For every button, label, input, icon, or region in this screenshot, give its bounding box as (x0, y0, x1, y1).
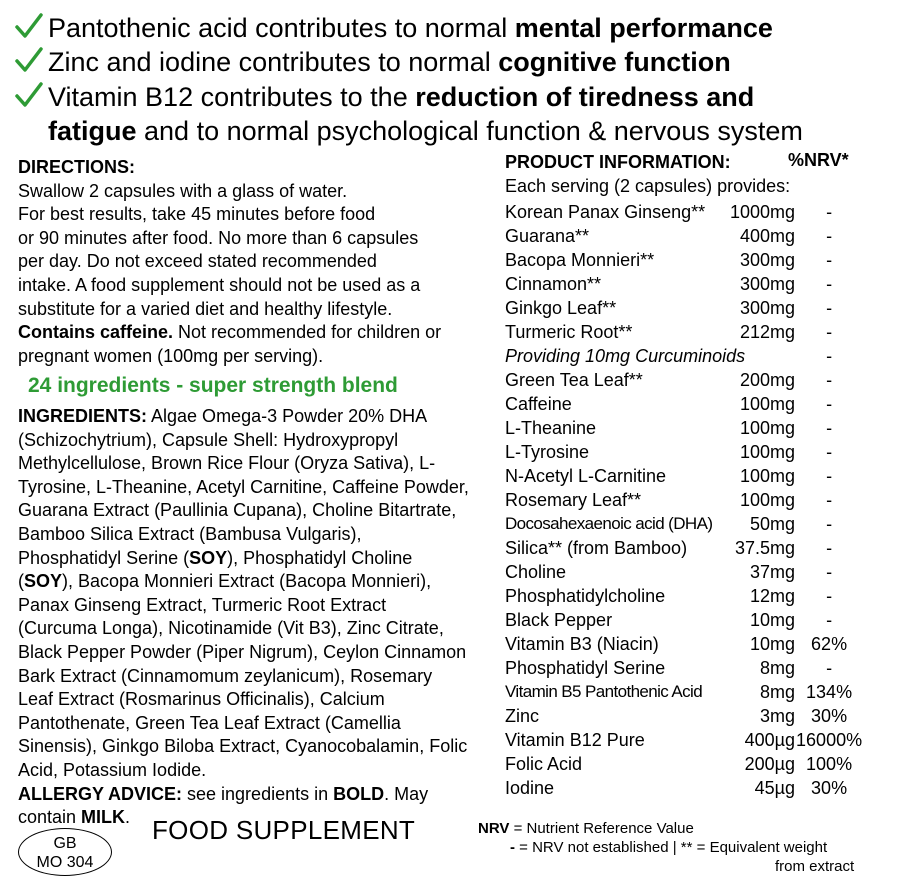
nutrient-nrv: - (826, 417, 833, 438)
nutrient-nrv: - (826, 201, 833, 222)
nutrition-row (505, 368, 863, 392)
nutrient-amount: 45µg (754, 777, 796, 798)
nutrient-amount: 3mg (760, 705, 796, 726)
nutrient-name: Bacopa Monnieri** (505, 249, 655, 270)
nutrient-name: Zinc (505, 705, 540, 726)
nutrient-nrv: - (826, 465, 833, 486)
nutrient-nrv: - (826, 321, 833, 342)
product-info-heading: PRODUCT INFORMATION: (505, 152, 731, 172)
nutrition-table (505, 200, 863, 800)
nutrient-nrv: 16000% (796, 729, 863, 750)
directions-line: Swallow 2 capsules with a glass of water. (18, 180, 348, 201)
product-information (505, 152, 885, 800)
serving-info: Each serving (2 capsules) provides: (505, 176, 791, 196)
footnote-dash: - = NRV not established | ** = Equivalent weight (510, 839, 828, 856)
nutrient-amount: 100mg (740, 489, 796, 510)
nutrient-amount: 300mg (740, 249, 796, 270)
nutrition-row (505, 536, 863, 560)
nutrition-row (505, 464, 863, 488)
nutrition-row (505, 392, 863, 416)
nutrient-name: Phosphatidyl Serine (505, 657, 666, 678)
nutrient-nrv: - (826, 345, 833, 366)
claim-mental-performance: Pantothenic acid contributes to normal mental performance (14, 13, 773, 44)
nutrient-name: Cinnamon** (505, 273, 602, 294)
nutrient-name: Iodine (505, 777, 555, 798)
nutrient-name: Korean Panax Ginseng** (505, 201, 706, 222)
nutrient-nrv: - (826, 537, 833, 558)
allergy-advice: ALLERGY ADVICE: see ingredients in BOLD. May (18, 783, 429, 804)
nutrient-nrv: - (826, 297, 833, 318)
nutrient-nrv: - (826, 249, 833, 270)
nutrient-amount: 37mg (750, 561, 796, 582)
nutrition-row (505, 656, 863, 680)
nutrient-amount: 8mg (760, 681, 796, 702)
ingredients-section: INGREDIENTS: Algae Omega-3 Powder 20% DHA (Schizochytrium), Capsule Shell: Hydroxypropyl Methylcellulose, Brown Rice Flour (Oryza Sativa), L- Tyrosine, L-Theanine, Acetyl Carnitine, Caffeine Powder, Guarana Extract (Paullinia Cupana), Choline Bitartrate, Bamboo Silica Extract (Bambusa Vulgaris), Phosphatidyl Serine (SOY), Phosphatidyl Choline (SOY), Bacopa Monnieri Extract (Bacopa Monnieri), Panax Ginseng Extract, Turmeric Root Extract (Curcuma Longa), Nicotinamide (Vit B3), Zinc Citrate, Black Pepper Powder (Piper Nigrum), Ceylon Cinnamon Bark Extract (Cinnamomum zeylanicum), Rosemary Leaf Extract (Rosmarinus Officinalis), Calcium Pantothenate, Green Tea Leaf Extract (Camellia Sinensis), Ginkgo Biloba Extract, Cyanocobalamin, Folic Acid, Potassium Iodide. ALLERGY ADVICE: see ingredients in BOLD. May contain MILK. (18, 405, 498, 830)
nutrient-amount: 300mg (740, 297, 796, 318)
nutrient-amount: 100mg (740, 441, 796, 462)
footnote-nrv: NRV = Nutrient Reference Value (478, 820, 694, 837)
nutrient-name: Rosemary Leaf** (505, 489, 642, 510)
footnote-extract: from extract (775, 858, 855, 875)
nutrient-nrv: - (826, 441, 833, 462)
directions-line: For best results, take 45 minutes before food (18, 204, 376, 225)
nutrient-name: Folic Acid (505, 753, 583, 774)
nutrition-row (505, 632, 863, 656)
nutrient-nrv: - (826, 513, 833, 534)
nutrient-name: L-Tyrosine (505, 441, 590, 462)
nutrition-row (505, 200, 863, 224)
green-check-icon (14, 82, 48, 108)
allergen-soy: SOY (189, 547, 228, 568)
gb-mo-badge: GB MO 304 (18, 828, 112, 876)
directions-line: per day. Do not exceed stated recommended (18, 251, 377, 272)
nutrient-amount: 12mg (750, 585, 796, 606)
allergen-milk: MILK (81, 807, 126, 828)
nutrition-row (505, 296, 863, 320)
nutrition-row (505, 560, 863, 584)
nutrition-row (505, 776, 863, 800)
nutrition-row (505, 608, 863, 632)
nutrition-row (505, 320, 863, 344)
nutrient-nrv: - (826, 657, 833, 678)
blend-title: 24 ingredients - super strength blend (28, 374, 398, 397)
nutrient-amount: 212mg (740, 321, 796, 342)
nutrient-nrv: - (826, 609, 833, 630)
allergen-soy: SOY (24, 571, 63, 592)
nutrient-name: Green Tea Leaf** (505, 369, 643, 390)
nutrient-nrv: - (826, 393, 833, 414)
caffeine-warning-cont: pregnant women (100mg per serving). (18, 345, 324, 366)
nutrient-name: Phosphatidylcholine (505, 585, 666, 606)
nutrient-name: Vitamin B12 Pure (505, 729, 645, 750)
directions-heading: DIRECTIONS: (18, 157, 135, 177)
nutrient-nrv: 62% (811, 633, 848, 654)
nutrient-amount: 200µg (744, 753, 796, 774)
nutrition-row (505, 512, 863, 536)
nutrient-amount: 400mg (740, 225, 796, 246)
nutrition-row (505, 680, 863, 704)
nutrient-nrv: 30% (811, 777, 848, 798)
nutrition-row (505, 728, 863, 752)
nutrition-row (505, 488, 863, 512)
nutrition-row (505, 752, 863, 776)
nutrient-name: Black Pepper (505, 609, 613, 630)
nutrient-amount: 400µg (744, 729, 796, 750)
nutrient-nrv: - (826, 489, 833, 510)
directions-line: intake. A food supplement should not be used as a (18, 274, 421, 295)
nutrient-name: Turmeric Root** (505, 321, 633, 342)
nutrient-amount: 50mg (750, 513, 796, 534)
nutrient-amount: 1000mg (730, 201, 796, 222)
nutrient-name: Ginkgo Leaf** (505, 297, 617, 318)
claim-tiredness-continued: fatigue and to normal psychological function & nervous system (48, 116, 803, 146)
nutrient-amount: 8mg (760, 657, 796, 678)
nutrient-amount: 200mg (740, 369, 796, 390)
nutrient-amount: 300mg (740, 273, 796, 294)
nutrient-nrv: - (826, 561, 833, 582)
nutrient-nrv: - (826, 585, 833, 606)
nutrition-row (505, 704, 863, 728)
nutrition-row (505, 224, 863, 248)
nutrient-name: Silica** (from Bamboo) (505, 537, 688, 558)
nrv-heading: %NRV* (788, 150, 849, 170)
claim-cognitive-function: Zinc and iodine contributes to normal cognitive function (14, 47, 731, 78)
nutrient-name: Guarana** (505, 225, 590, 246)
nutrient-name: Providing 10mg Curcuminoids (505, 345, 746, 366)
nutrition-row (505, 248, 863, 272)
nutrition-row (505, 416, 863, 440)
directions-line: or 90 minutes after food. No more than 6 capsules (18, 227, 419, 248)
food-supplement-label: FOOD SUPPLEMENT (152, 815, 416, 845)
nutrient-name: N-Acetyl L-Carnitine (505, 465, 667, 486)
caffeine-warning: Contains caffeine. Not recommended for children or (18, 322, 442, 343)
nutrition-row (505, 272, 863, 296)
nutrient-nrv: 30% (811, 705, 848, 726)
claim-tiredness: Vitamin B12 contributes to the reduction of tiredness and (14, 82, 754, 113)
nutrition-row (505, 344, 863, 368)
nutrient-name: Vitamin B5 Pantothenic Acid (505, 682, 703, 701)
nutrient-amount: 100mg (740, 393, 796, 414)
nutrient-name: Vitamin B3 (Niacin) (505, 633, 659, 654)
nutrient-nrv: 134% (806, 681, 853, 702)
nutrient-name: Caffeine (505, 393, 572, 414)
nutrient-name: L-Theanine (505, 417, 597, 438)
nutrient-name: Docosahexaenoic acid (DHA) (505, 514, 713, 533)
nutrient-amount: 100mg (740, 417, 796, 438)
nutrient-amount: 100mg (740, 465, 796, 486)
nutrient-nrv: - (826, 225, 833, 246)
nutrient-nrv: - (826, 273, 833, 294)
directions-section (18, 156, 498, 368)
nutrition-row (505, 584, 863, 608)
nutrient-nrv: - (826, 369, 833, 390)
nutrient-amount: 10mg (750, 609, 796, 630)
directions-line: substitute for a varied diet and healthy lifestyle. (18, 298, 393, 319)
nutrient-amount: 37.5mg (735, 537, 796, 558)
green-check-icon (14, 47, 48, 73)
nutrient-nrv: 100% (806, 753, 853, 774)
nutrient-name: Choline (505, 561, 567, 582)
nutrition-row (505, 440, 863, 464)
nutrient-amount: 10mg (750, 633, 796, 654)
ingredients-label: INGREDIENTS: (18, 406, 148, 426)
green-check-icon (14, 13, 48, 39)
